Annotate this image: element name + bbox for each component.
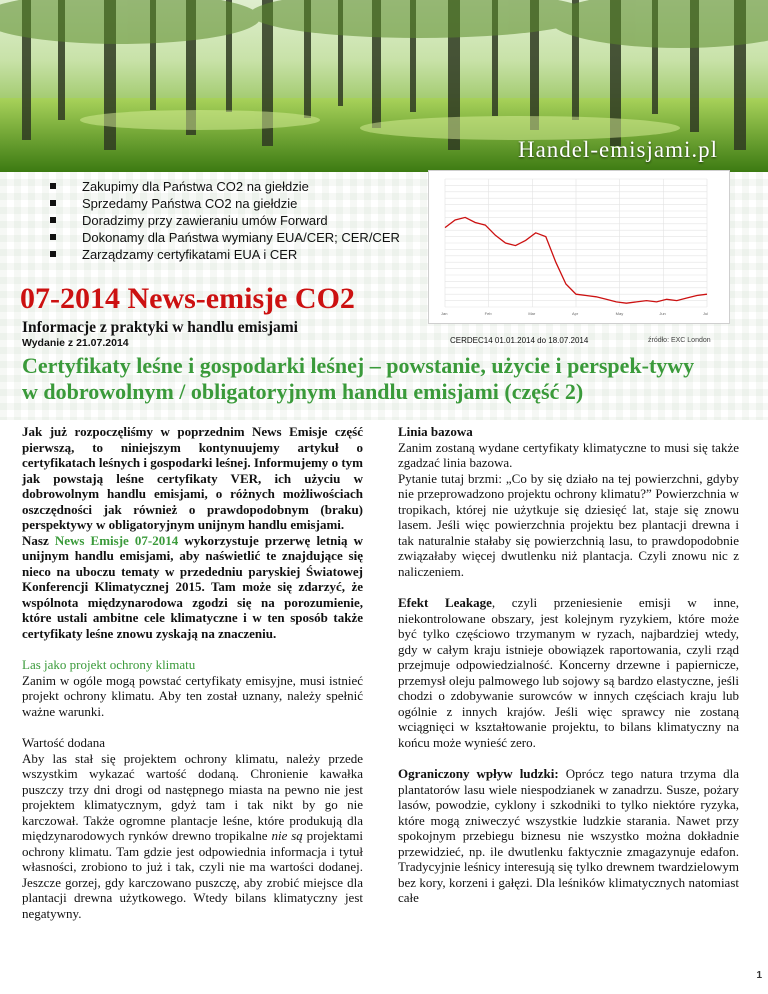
section-paragraph: Zanim w ogóle mogą powstać certyfikaty emisyjne, musi istnieć projekt ochrony klimatu. Aby ten został uznany, należy spełnić ważne warunki. — [22, 672, 363, 719]
chart-x-tick-label: Jul — [703, 311, 709, 316]
section-heading: Efekt Leakage — [398, 595, 492, 610]
chart-x-tick-label: Mar — [528, 311, 536, 316]
service-item: Sprzedamy Państwa CO2 na giełdzie — [50, 195, 400, 212]
price-chart-svg — [429, 171, 729, 323]
paragraph-text: Oprócz tego natura trzyma dla plantatorów lasu wiele niespodzianek w zanadrzu. Susze, pożary lasów, powodzie, cyklony i szkodniki to tylko niektóre ryzyka, które mogą zniweczyć wszystkie ludzkie starania. Nawet przy spokojnym przebiegu biznesu nie wszystko można dokładnie przewidzieć, np. ile dwutlenku faktycznie zmagazynuje edafon. Tradycyjnie leśnicy interesują się tylko drewnem twardzielowym bez kory, korzeni i gałęzi. Dla leśników klimatycznych natomiast całe — [398, 766, 739, 905]
right-column — [398, 424, 739, 906]
price-chart — [428, 170, 730, 324]
newsletter-title: 07-2014 News-emisje CO2 — [20, 282, 355, 315]
service-item: Doradzimy przy zawieraniu umów Forward — [50, 212, 400, 229]
intro-text: Nasz — [22, 532, 55, 548]
chart-x-tick-label: May — [615, 311, 624, 316]
issue-reference: News Emisje 07-2014 — [54, 532, 179, 548]
brand-logo-text: Handel-emisjami.pl — [517, 137, 718, 162]
section-paragraph — [398, 766, 739, 906]
article-title: Certyfikaty leśne i gospodarki leśnej – powstanie, użycie i perspek-tywy w dobrowolnym / obligatoryjnym handlu emisjami (część 2) — [22, 353, 695, 404]
chart-x-tick-label: Jan — [441, 311, 448, 316]
issue-date: Wydanie z 21.07.2014 — [22, 337, 129, 349]
intro-paragraph: Jak już rozpoczęliśmy w poprzednim News Emisje część pierwszą, to niniejszym kontynuujemy artykuł o certyfikatach leśnych i gospodarki leśnej. Informujemy o tym jak powstają leśne certyfikaty VER, ich użyciu w dobrowolnym handlu emisjami, o różnych możliwościach oszczędności jak również o prawdopodobnym (braku) perspektywy w obligatoryjnym unijnym handlu emisjami. — [22, 424, 363, 532]
section-paragraph — [22, 751, 363, 922]
intro-paragraph-2 — [22, 533, 363, 642]
page-number: 1 — [756, 970, 762, 981]
section-heading: Linia bazowa — [398, 424, 473, 439]
service-item: Zarządzamy certyfikatami EUA i CER — [50, 246, 400, 263]
services-list — [50, 178, 400, 263]
paragraph-text: projektami ochrony klimatu. Tam gdzie jest odpowiednia informacja i tytuł własności, zrobiono to już i tak, czyli nie ma wartości dodanej. Jeszcze gorzej, gdy karczowano puszczę, aby zrobić miejsce dla plantacji drewna użytkowego. Wtedy bilans klimatyczny jest negatywny. — [22, 828, 363, 921]
chart-caption: CERDEC14 01.01.2014 do 18.07.2014 — [450, 336, 589, 345]
forest-banner — [0, 0, 768, 172]
section-paragraph — [398, 595, 739, 750]
chart-x-tick-label: Jun — [659, 311, 666, 316]
section-heading: Las jako projekt ochrony klimatu — [22, 657, 196, 672]
paragraph-text: , czyli przeniesienie emisji w inne, niekontrolowane obszary, jest kolejnym ryzykiem, które może być tylko częściowo trzymanym w ryzach, najbardziej wtedy, gdy w całym kraju istnieje obowiązek raportowania, czyli rząd przejmuje odpowiedzialność. Koncerny drzewne i papiernicze, przemysł oleju palmowego lub sojowy są bardzo elastyczne, jeśli chodzi o zdobywanie surowców w innych częściach kraju lub ogólnie z innych krajów. Jeśli więc sprawcy nie zostaną wciągnięci w kształtowanie projektu, to bilans klimatyczny na końcu może wynieść zero. — [398, 595, 739, 750]
service-item: Zakupimy dla Państwa CO2 na giełdzie — [50, 178, 400, 195]
left-column — [22, 424, 363, 921]
paragraph-text: Aby las stał się projektem ochrony klimatu, należy przede wszystkim wykazać wartość dodaną. Chronienie kawałka puszczy trzy dni drogi od następnego miasta na pewno nie jest projektem klimatycznym, gdyż tam i tak nikt by go nie karczował. Także ogromne plantacje leśne, które produkują dla międzynarodowych rynków drewno tropikalne — [22, 750, 363, 843]
newsletter-subtitle: Informacje z praktyki w handlu emisjami — [22, 319, 298, 336]
chart-source: źródło: EXC London — [648, 337, 711, 344]
emphasis-text: nie są — [271, 828, 303, 843]
chart-x-tick-label: Feb — [484, 311, 492, 316]
section-paragraph: Zanim zostaną wydane certyfikaty klimatyczne to musi się także zgadzać linia bazowa. — [398, 439, 739, 470]
section-heading: Ograniczony wpływ ludzki: — [398, 766, 559, 781]
intro-text: wykorzystuje przerwę letnią w unijnym handlu emisjami, aby naświetlić te znajdujące się nieco na uboczu tematy w przededniu paryskiej Światowej Konferencji Klimatycznej 2015. Tam może się zdarzyć, że wspólnota międzynarodowa zgodzi się na porozumienie, które ustali ambitne cele klimatyczne i w ten sposób także certyfikaty leśne znowu zyskają na znaczeniu. — [22, 532, 363, 641]
chart-x-tick-label: Apr — [572, 311, 579, 316]
service-item: Dokonamy dla Państwa wymiany EUA/CER; CER/CER — [50, 229, 400, 246]
section-heading: Wartość dodana — [22, 735, 106, 750]
section-paragraph: Pytanie tutaj brzmi: „Co by się działo na tej powierzchni, gdyby nie przeprowadzono projektu ochrony klimatu?” Powierzchnia w tropikach, której nie użytkuje się dziesięć lat, staje się znowu lasem. Jeśli więc powierzchnia projektu bez plantacji drewna i tak naturalnie stałaby się powierzchnią lasu, to prawdopodobnie związałaby więcej dwutlenku niż plantacja. Czyli znowu nic z naliczeniem. — [398, 470, 739, 579]
